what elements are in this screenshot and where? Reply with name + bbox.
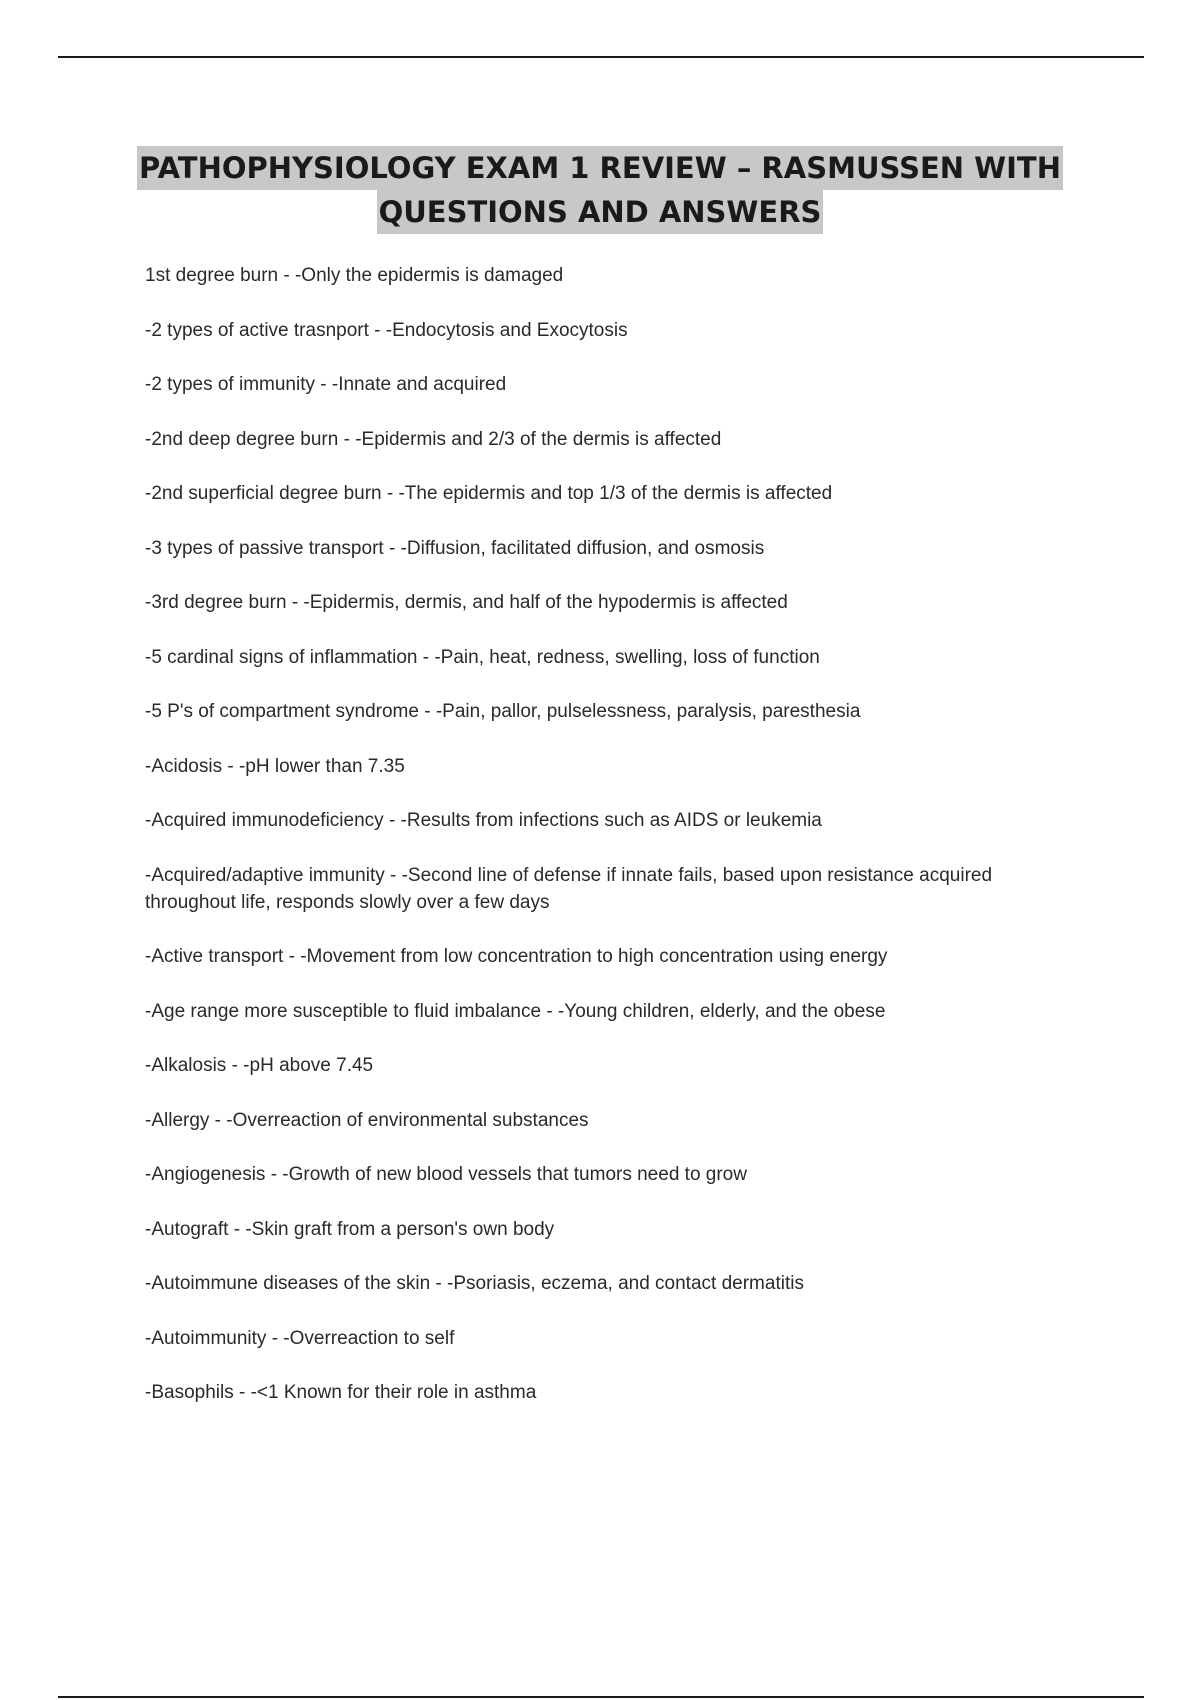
qa-entry: -Angiogenesis - -Growth of new blood vessels that tumors need to grow	[145, 1164, 747, 1185]
qa-entry: -Acquired immunodeficiency - -Results from infections such as AIDS or leukemia	[145, 810, 822, 831]
qa-entry: -2nd deep degree burn - -Epidermis and 2/3 of the dermis is affected	[145, 428, 722, 450]
qa-entry: -3 types of passive transport - -Diffusion, facilitated diffusion, and osmosis	[145, 537, 765, 559]
bottom-divider	[58, 1696, 1144, 1698]
qa-entry: -Basophils - -<1 Known for their role in asthma	[145, 1382, 537, 1403]
qa-entry: -Age range more susceptible to fluid imbalance - -Young children, elderly, and the obese	[145, 1000, 886, 1022]
qa-entry: -Alkalosis - -pH above 7.45	[145, 1055, 374, 1076]
top-divider	[58, 56, 1144, 58]
qa-entry: -3rd degree burn - -Epidermis, dermis, and half of the hypodermis is affected	[145, 592, 788, 613]
qa-entry: -Autograft - -Skin graft from a person's own body	[145, 1218, 555, 1240]
qa-entry: -5 cardinal signs of inflammation - -Pain, heat, redness, swelling, loss of function	[145, 646, 820, 668]
title-line-1: PATHOPHYSIOLOGY EXAM 1 REVIEW – RASMUSSEN WITH	[137, 146, 1063, 190]
qa-entry: -Acquired/adaptive immunity - -Second line of defense if innate fails, based upon resistance acquired throughout life, responds slowly over a few days	[145, 864, 993, 913]
qa-entry: -Autoimmune diseases of the skin - -Psoriasis, eczema, and contact dermatitis	[145, 1273, 804, 1294]
document-title	[120, 146, 1080, 234]
title-line-2: QUESTIONS AND ANSWERS	[377, 190, 824, 234]
qa-entry: -Allergy - -Overreaction of environmental substances	[145, 1109, 589, 1131]
qa-entry: -2 types of immunity - -Innate and acquired	[145, 374, 507, 395]
qa-list	[145, 262, 1065, 1434]
qa-entry: -Acidosis - -pH lower than 7.35	[145, 755, 405, 777]
qa-entry: -2nd superficial degree burn - -The epidermis and top 1/3 of the dermis is affected	[145, 483, 833, 504]
qa-entry: -5 P's of compartment syndrome - -Pain, pallor, pulselessness, paralysis, paresthesia	[145, 701, 861, 722]
qa-entry: -Autoimmunity - -Overreaction to self	[145, 1327, 455, 1349]
qa-entry: 1st degree burn - -Only the epidermis is damaged	[145, 265, 564, 286]
qa-entry: -Active transport - -Movement from low concentration to high concentration using energy	[145, 946, 888, 967]
qa-entry: -2 types of active trasnport - -Endocytosis and Exocytosis	[145, 319, 628, 341]
